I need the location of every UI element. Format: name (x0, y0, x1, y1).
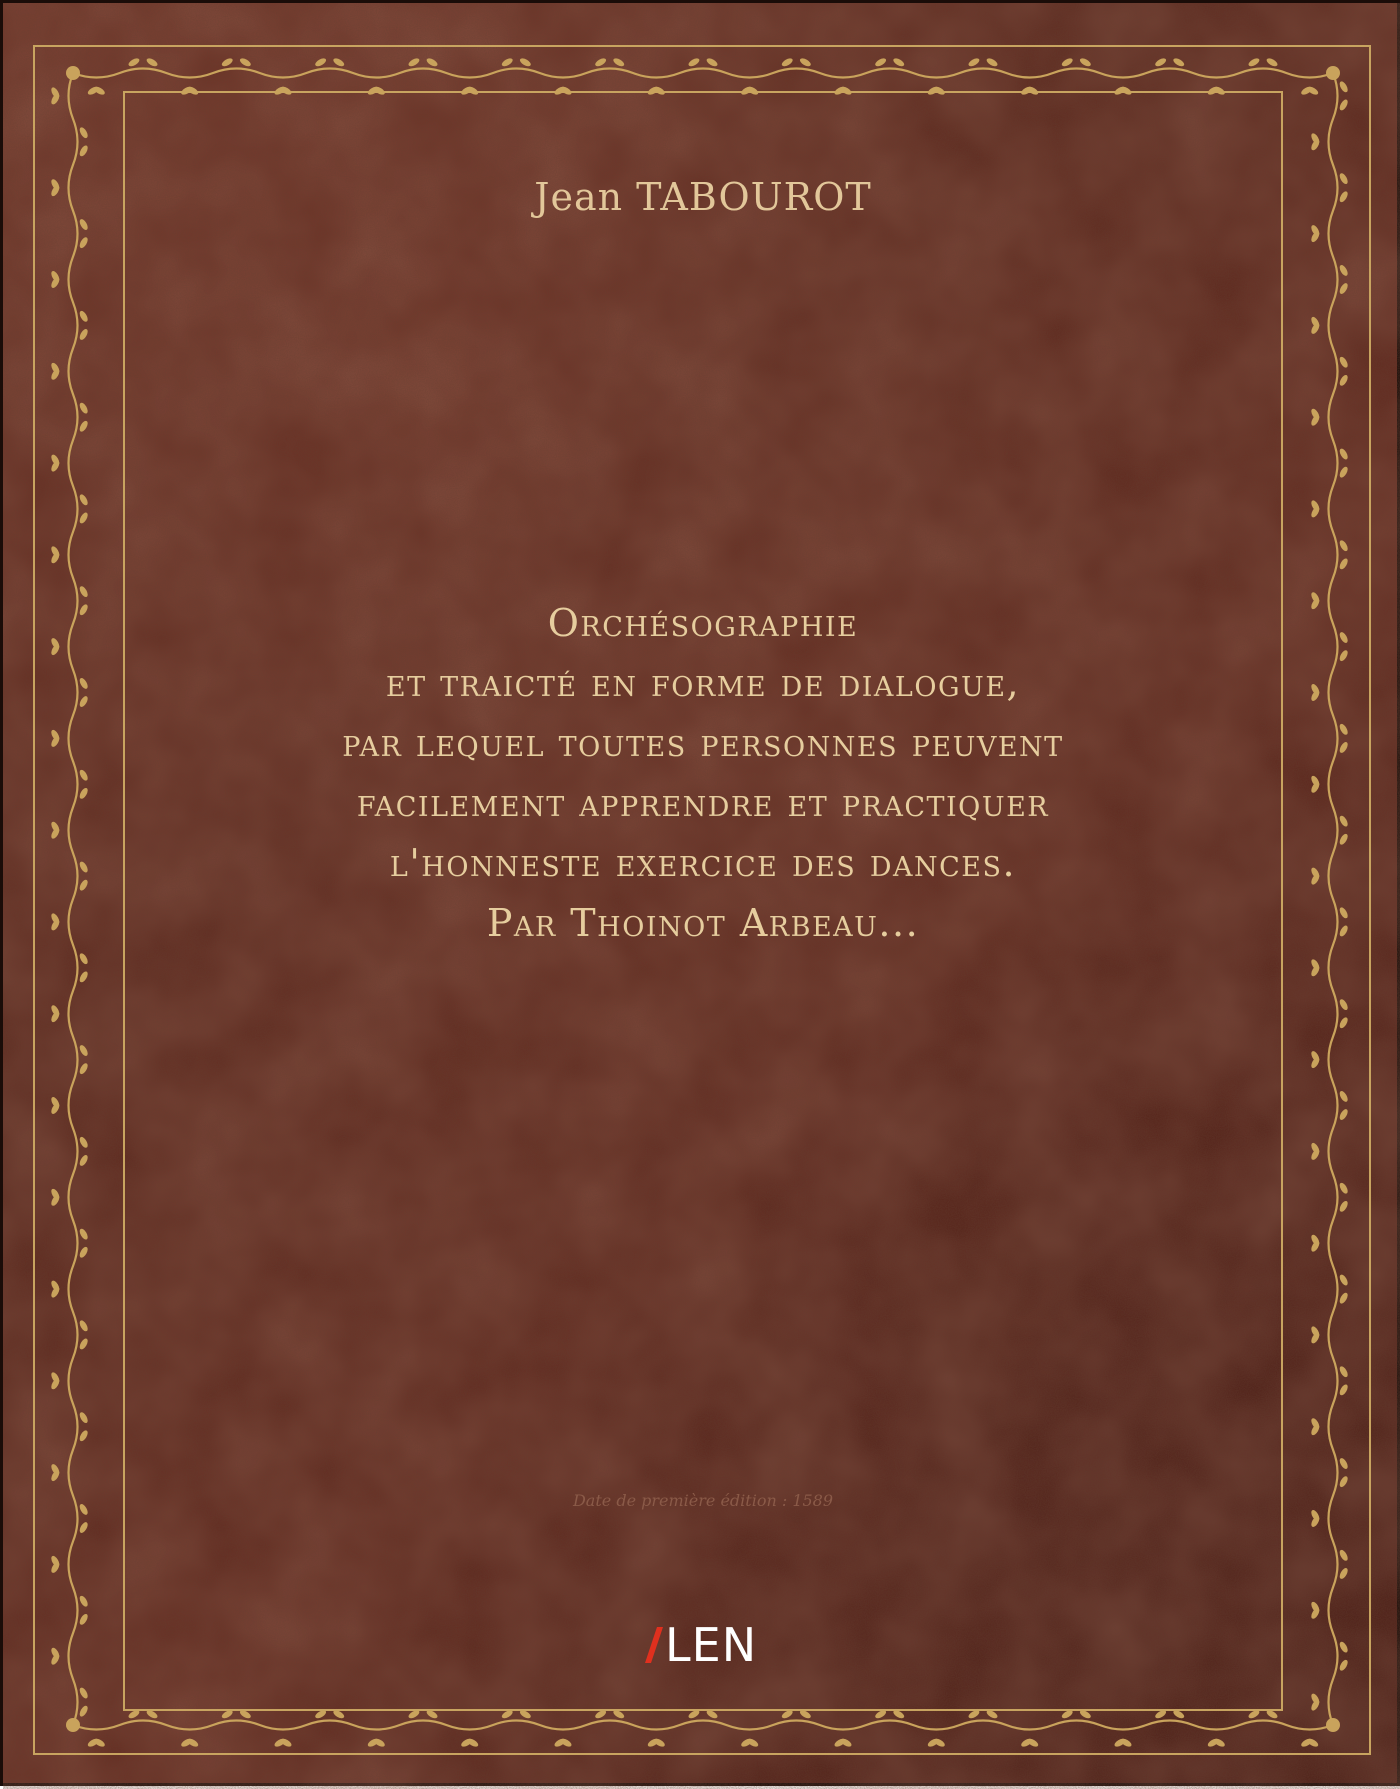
vine-leaf (1172, 1709, 1185, 1720)
title-line-4: facilement apprendre et practiquer (356, 781, 1050, 825)
vine-leaf (781, 1709, 794, 1720)
author-name: Jean TABOUROT (534, 175, 872, 219)
vine-leaf (1338, 1457, 1349, 1470)
vine-leaf (501, 1709, 514, 1720)
vine-leaf (78, 1154, 89, 1167)
vine-leaf (1154, 1709, 1167, 1720)
vine-leaf (78, 1704, 89, 1717)
vine-leaf (1338, 1273, 1349, 1286)
vine-leaf (221, 1709, 234, 1720)
vine-leaf (967, 57, 980, 68)
vine-stem (69, 73, 78, 1725)
vine-stem (73, 1721, 1333, 1730)
vine-leaf (687, 1709, 700, 1720)
vine-leaf (519, 57, 532, 68)
vine-leaf (78, 1686, 89, 1699)
corner-rosette (1326, 66, 1340, 80)
vine-leaf (407, 1709, 420, 1720)
vine-leaf (1338, 1475, 1349, 1488)
vine-leaf (1338, 1182, 1349, 1195)
vine-leaf (127, 57, 140, 68)
vine-leaf (781, 57, 794, 68)
vine-leaf (1338, 814, 1349, 827)
vine-leaf (314, 57, 327, 68)
vine-leaf (78, 511, 89, 524)
vine-leaf (687, 57, 700, 68)
vine-leaf (78, 1319, 89, 1332)
vine-leaf (78, 970, 89, 983)
vine-leaf (594, 1709, 607, 1720)
title-line-6: Par Thoinot Arbeau... (486, 901, 920, 945)
first-edition-date: Date de première édition : 1589 (572, 1491, 834, 1510)
vine-leaf (1338, 1108, 1349, 1121)
vine-leaf (1338, 1016, 1349, 1029)
vine-leaf (1247, 57, 1260, 68)
vine-leaf (799, 57, 812, 68)
corner-rosette (66, 66, 80, 80)
vine-leaf (78, 677, 89, 690)
vine-leaf (1338, 447, 1349, 460)
vine-leaf (1338, 631, 1349, 644)
vine-leaf (407, 57, 420, 68)
vine-leaf (78, 493, 89, 506)
vine-leaf (1338, 80, 1349, 93)
vine-stem (1329, 73, 1338, 1725)
vine-leaf (78, 1227, 89, 1240)
vine-leaf (314, 1709, 327, 1720)
vine-leaf (78, 328, 89, 341)
vine-leaf (799, 1709, 812, 1720)
vine-leaf (1079, 1709, 1092, 1720)
vine-leaf (78, 603, 89, 616)
vine-leaf (78, 1044, 89, 1057)
vine-leaf (501, 57, 514, 68)
vine-leaf (78, 420, 89, 433)
vine-leaf (78, 236, 89, 249)
vine-leaf (612, 57, 625, 68)
vine-leaf (705, 57, 718, 68)
vine-leaf (78, 787, 89, 800)
vine-leaf (1338, 356, 1349, 369)
vine-leaf (1061, 57, 1074, 68)
vine-leaf (239, 1709, 252, 1720)
vine-leaf (1338, 1291, 1349, 1304)
vine-leaf (1338, 1383, 1349, 1396)
vine-leaf (1338, 924, 1349, 937)
vine-leaf (78, 878, 89, 891)
vine-leaf (78, 952, 89, 965)
vine-leaf (1338, 649, 1349, 662)
vine-leaf (1338, 906, 1349, 919)
vine-leaf (78, 860, 89, 873)
vine-leaf (78, 1062, 89, 1075)
vine-leaf (127, 1709, 140, 1720)
vine-leaf (1338, 465, 1349, 478)
vine-leaf (985, 1709, 998, 1720)
vine-leaf (1338, 1640, 1349, 1653)
publisher-logo (643, 1617, 773, 1673)
vine-leaf (892, 57, 905, 68)
vine-leaf (1154, 57, 1167, 68)
vine-leaf (78, 769, 89, 782)
vine-leaf (1338, 282, 1349, 295)
vine-leaf (1247, 1709, 1260, 1720)
vine-leaf (78, 1337, 89, 1350)
vine-leaf (425, 57, 438, 68)
vine-leaf (78, 310, 89, 323)
vine-leaf (1338, 1659, 1349, 1672)
vine-leaf (1338, 1200, 1349, 1213)
vine-leaf (985, 57, 998, 68)
vine-leaf (1338, 374, 1349, 387)
vine-leaf (892, 1709, 905, 1720)
vine-leaf (1079, 57, 1092, 68)
vine-leaf (1338, 1365, 1349, 1378)
vine-leaf (1338, 833, 1349, 846)
vine-stem (73, 69, 1333, 78)
vine-leaf (425, 1709, 438, 1720)
vine-leaf (78, 695, 89, 708)
vine-leaf (78, 1411, 89, 1424)
vine-leaf (78, 1246, 89, 1259)
corner-rosette (1326, 1718, 1340, 1732)
vine-leaf (78, 585, 89, 598)
vine-leaf (1338, 539, 1349, 552)
vine-leaf (1338, 1090, 1349, 1103)
vine-leaf (78, 1521, 89, 1534)
vine-leaf (78, 144, 89, 157)
title-line-2: et traicté en forme de dialogue, (385, 661, 1021, 705)
title-line-1: Orchésographie (547, 601, 859, 645)
vine-leaf (705, 1709, 718, 1720)
vine-leaf (1338, 1567, 1349, 1580)
red-slash-mark-icon (643, 1623, 663, 1667)
vine-leaf (78, 218, 89, 231)
vine-leaf (874, 57, 887, 68)
publisher-logo-text: LEN (665, 1618, 758, 1672)
vine-leaf (78, 1136, 89, 1149)
vine-leaf (78, 126, 89, 139)
vine-leaf (1338, 1549, 1349, 1562)
vine-leaf (1265, 57, 1278, 68)
vine-leaf (239, 57, 252, 68)
vine-leaf (78, 401, 89, 414)
vine-leaf (1172, 57, 1185, 68)
vine-leaf (1265, 1709, 1278, 1720)
vine-leaf (78, 1613, 89, 1626)
vine-leaf (1338, 998, 1349, 1011)
vine-leaf (967, 1709, 980, 1720)
vine-leaf (594, 57, 607, 68)
vine-leaf (1338, 264, 1349, 277)
vine-leaf (78, 1429, 89, 1442)
vine-leaf (1338, 723, 1349, 736)
vine-leaf (1338, 557, 1349, 570)
vine-leaf (874, 1709, 887, 1720)
vine-leaf (1338, 98, 1349, 111)
vine-leaf (1061, 1709, 1074, 1720)
vine-leaf (332, 1709, 345, 1720)
vine-leaf (1338, 741, 1349, 754)
vine-leaf (519, 1709, 532, 1720)
book-title (153, 593, 1253, 953)
title-line-5: l'honneste exercice des dances. (389, 841, 1017, 885)
vine-leaf (78, 1595, 89, 1608)
title-line-3: par lequel toutes personnes peuvent (342, 721, 1064, 765)
vine-leaf (145, 1709, 158, 1720)
vine-leaf (145, 57, 158, 68)
corner-rosette (66, 1718, 80, 1732)
vine-leaf (612, 1709, 625, 1720)
vine-leaf (332, 57, 345, 68)
vine-leaf (221, 57, 234, 68)
